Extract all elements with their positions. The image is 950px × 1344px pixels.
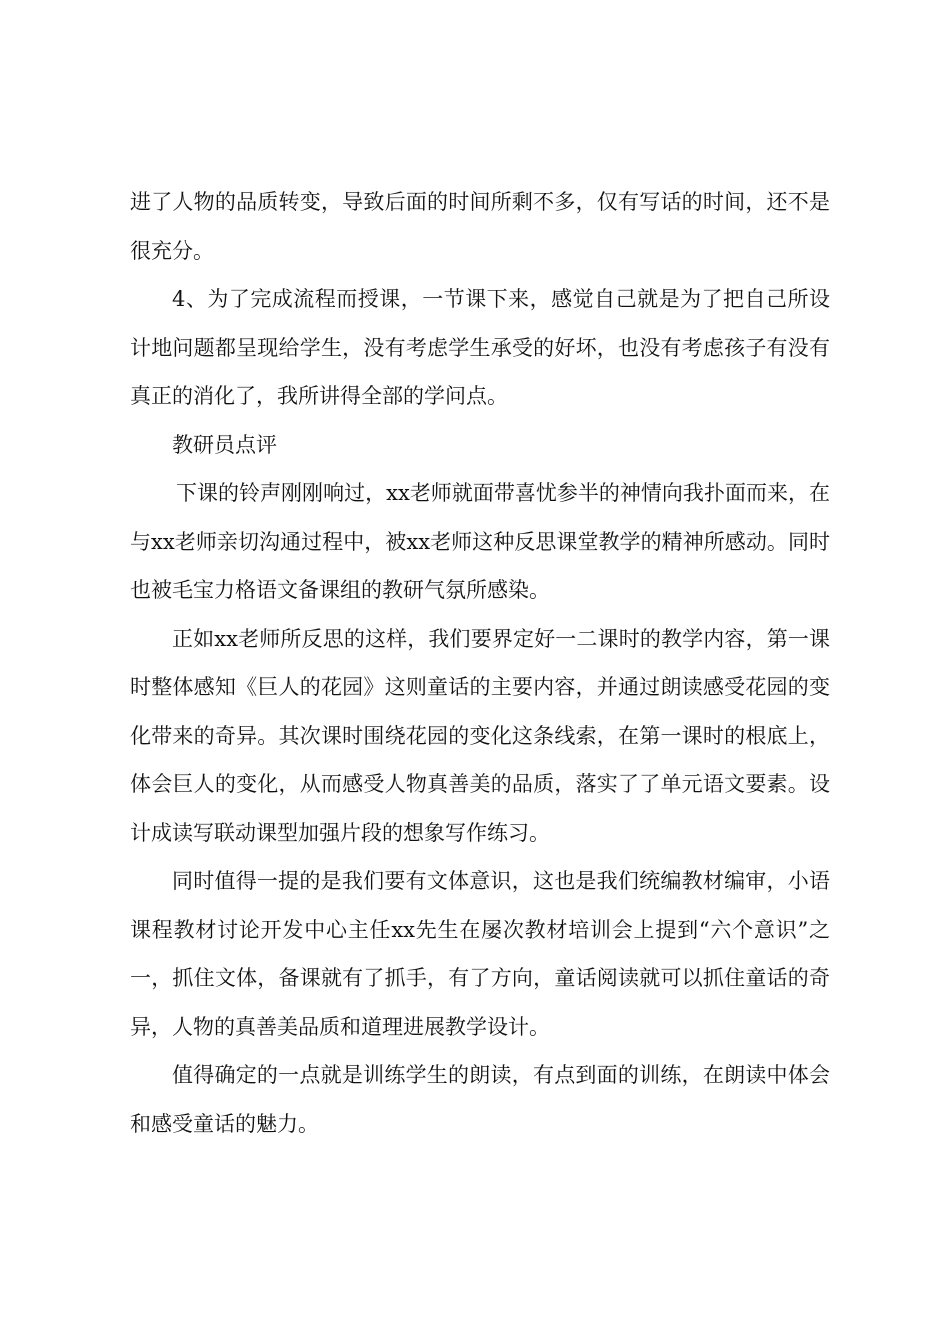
- paragraph-point-4: 4、为了完成流程而授课，一节课下来，感觉自己就是为了把自己所设计地问题都呈现给学生，没有考虑学生承受的好坏，也没有考虑孩子有没有真正的消化了，我所讲得全部的学问点。: [130, 287, 830, 408]
- document-body: [130, 178, 830, 1148]
- section-heading-reviewer-comment: 教研员点评: [172, 432, 277, 457]
- paragraph-after-class: 下课的铃声刚刚响过，xx老师就面带喜忧参半的神情向我扑面而来，在与xx老师亲切沟通过程中，被xx老师这种反思课堂教学的精神所感动。同时也被毛宝力格语文备课组的教研气氛所感染。: [130, 481, 830, 602]
- paragraph-genre-awareness: 同时值得一提的是我们要有文体意识，这也是我们统编教材编审，小语课程教材讨论开发中心主任xx先生在屡次教材培训会上提到“六个意识”之一，抓住文体，备课就有了抓手，有了方向，童话阅读就可以抓住童话的奇异，人物的真善美品质和道理进展教学设计。: [130, 869, 830, 1039]
- paragraph-reading-training: 值得确定的一点就是训练学生的朗读，有点到面的训练，在朗读中体会和感受童话的魅力。: [130, 1063, 830, 1136]
- paragraph-continuation: 进了人物的品质转变，导致后面的时间所剩不多，仅有写话的时间，还不是很充分。: [130, 190, 830, 263]
- paragraph-lesson-content: 正如xx老师所反思的这样，我们要界定好一二课时的教学内容，第一课时整体感知《巨人的花园》这则童话的主要内容，并通过朗读感受花园的变化带来的奇异。其次课时围绕花园的变化这条线索，在第一课时的根底上，体会巨人的变化，从而感受人物真善美的品质，落实了了单元语文要素。设计成读写联动课型加强片段的想象写作练习。: [130, 626, 830, 845]
